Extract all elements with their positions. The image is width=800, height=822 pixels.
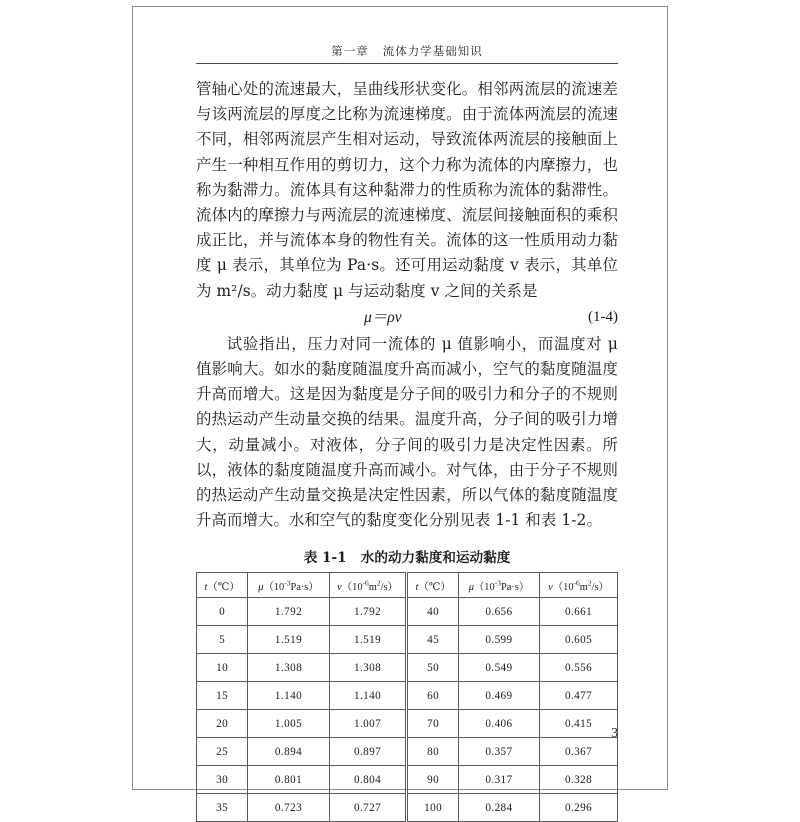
table-caption-label: 表 1-1 (303, 550, 347, 567)
cell-temperature-left: 25 (197, 738, 248, 766)
cell-temperature-right: 100 (407, 794, 458, 822)
page-border (132, 6, 668, 814)
table-caption (196, 546, 618, 566)
cell-dynamic-left: 1.140 (248, 682, 329, 710)
cell-dynamic-left: 0.894 (248, 738, 329, 766)
cell-kinematic-right: 0.415 (540, 710, 618, 738)
cell-kinematic-right: 0.328 (540, 766, 618, 794)
cell-kinematic-left: 1.140 (329, 682, 407, 710)
cell-temperature-right: 70 (407, 710, 458, 738)
table-row (197, 598, 618, 626)
cell-temperature-right: 60 (407, 682, 458, 710)
table-row (197, 766, 618, 794)
cell-kinematic-left: 1.792 (329, 598, 407, 626)
running-head-rule (196, 63, 618, 64)
cell-kinematic-right: 0.661 (540, 598, 618, 626)
running-head-chapter: 第一章 (331, 44, 369, 58)
cell-temperature-left: 10 (197, 654, 248, 682)
cell-kinematic-left: 1.308 (329, 654, 407, 682)
cell-kinematic-left: 0.727 (329, 794, 407, 822)
cell-kinematic-right: 0.296 (540, 794, 618, 822)
header-temperature-left: t（℃） (197, 573, 248, 598)
table-row (197, 738, 618, 766)
header-kinematic-viscosity-left: $v(10^{-6}m^2/s)$ (329, 573, 407, 598)
cell-temperature-right: 80 (407, 738, 458, 766)
running-head-title: 流体力学基础知识 (382, 44, 483, 58)
cell-temperature-right: 90 (407, 766, 458, 794)
cell-dynamic-left: 1.005 (248, 710, 329, 738)
table-caption-title: 水的动力黏度和运动黏度 (360, 550, 511, 567)
cell-kinematic-right: 0.605 (540, 626, 618, 654)
table-row (197, 654, 618, 682)
cell-temperature-left: 35 (197, 794, 248, 822)
header-temperature-right: t（℃） (407, 573, 458, 598)
cell-temperature-right: 45 (407, 626, 458, 654)
running-head (196, 43, 618, 63)
cell-kinematic-right: 0.477 (540, 682, 618, 710)
cell-kinematic-left: 0.897 (329, 738, 407, 766)
cell-dynamic-left: 1.519 (248, 626, 329, 654)
cell-temperature-right: 50 (407, 654, 458, 682)
cell-dynamic-left: 1.792 (248, 598, 329, 626)
header-kinematic-viscosity-right: $v(10^{-6}m^2/s)$ (540, 573, 618, 598)
formula-number: (1-4) (588, 308, 618, 325)
header-dynamic-viscosity-left: $\mu(10^{-3}Pa\cdot s)$ (248, 573, 329, 598)
cell-dynamic-right: 0.469 (458, 682, 539, 710)
page-number: 3 (611, 725, 618, 740)
cell-dynamic-right: 0.357 (458, 738, 539, 766)
table-header-row (197, 573, 618, 598)
cell-temperature-left: 30 (197, 766, 248, 794)
cell-kinematic-left: 0.804 (329, 766, 407, 794)
cell-kinematic-right: 0.556 (540, 654, 618, 682)
cell-temperature-left: 20 (197, 710, 248, 738)
table-row (197, 626, 618, 654)
cell-dynamic-right: 0.549 (458, 654, 539, 682)
cell-dynamic-left: 0.723 (248, 794, 329, 822)
formula-line (196, 305, 618, 330)
cell-temperature-left: 15 (197, 682, 248, 710)
table-row (197, 682, 618, 710)
water-viscosity-table (196, 572, 618, 822)
cell-kinematic-left: 1.519 (329, 626, 407, 654)
cell-temperature-right: 40 (407, 598, 458, 626)
header-dynamic-viscosity-right: $\mu(10^{-3}Pa\cdot s)$ (458, 573, 539, 598)
cell-temperature-left: 5 (197, 626, 248, 654)
cell-dynamic-right: 0.317 (458, 766, 539, 794)
page-content (196, 43, 618, 822)
cell-temperature-left: 0 (197, 598, 248, 626)
table-body (197, 598, 618, 822)
cell-dynamic-right: 0.599 (458, 626, 539, 654)
cell-kinematic-right: 0.367 (540, 738, 618, 766)
cell-dynamic-left: 1.308 (248, 654, 329, 682)
formula-expression: μ＝ρv (364, 308, 402, 326)
table-row (197, 794, 618, 822)
paragraph-1: 管轴心处的流速最大，呈曲线形状变化。相邻两流层的流速差与该两流层的厚度之比称为流速梯度。由于流体两流层的流速不同，相邻两流层产生相对运动，导致流体两流层的接触面上产生一种相互作用的剪切力，这个力称为流体的内摩擦力，也称为黏滞力。流体具有这种黏滞力的性质称为流体的黏滞性。流体内的摩擦力与两流层的流速梯度、流层间接触面积的乘积成正比，并与流体本身的物性有关。流体的这一性质用动力黏度 μ 表示，其单位为 Pa·s。还可用运动黏度 v 表示，其单位为 m²/s。动力黏度 μ 与运动黏度 v 之间的关系是 (196, 80, 618, 300)
cell-dynamic-right: 0.284 (458, 794, 539, 822)
cell-dynamic-right: 0.656 (458, 598, 539, 626)
paragraph-2: 试验指出，压力对同一流体的 μ 值影响小，而温度对 μ 值影响大。如水的黏度随温度升高而减小，空气的黏度随温度升高而增大。这是因为黏度是分子间的吸引力和分子的不规则的热运动产生动量交换的结果。温度升高，分子间的吸引力增大，动量减小。对液体，分子间的吸引力是决定性因素。所以，液体的黏度随温度升高而减小。对气体，由于分子不规则的热运动产生动量交换是决定性因素，所以气体的黏度随温度升高而增大。水和空气的黏度变化分别见表 1-1 和表 1-2。 (196, 334, 618, 530)
cell-dynamic-left: 0.801 (248, 766, 329, 794)
cell-dynamic-right: 0.406 (458, 710, 539, 738)
cell-kinematic-left: 1.007 (329, 710, 407, 738)
